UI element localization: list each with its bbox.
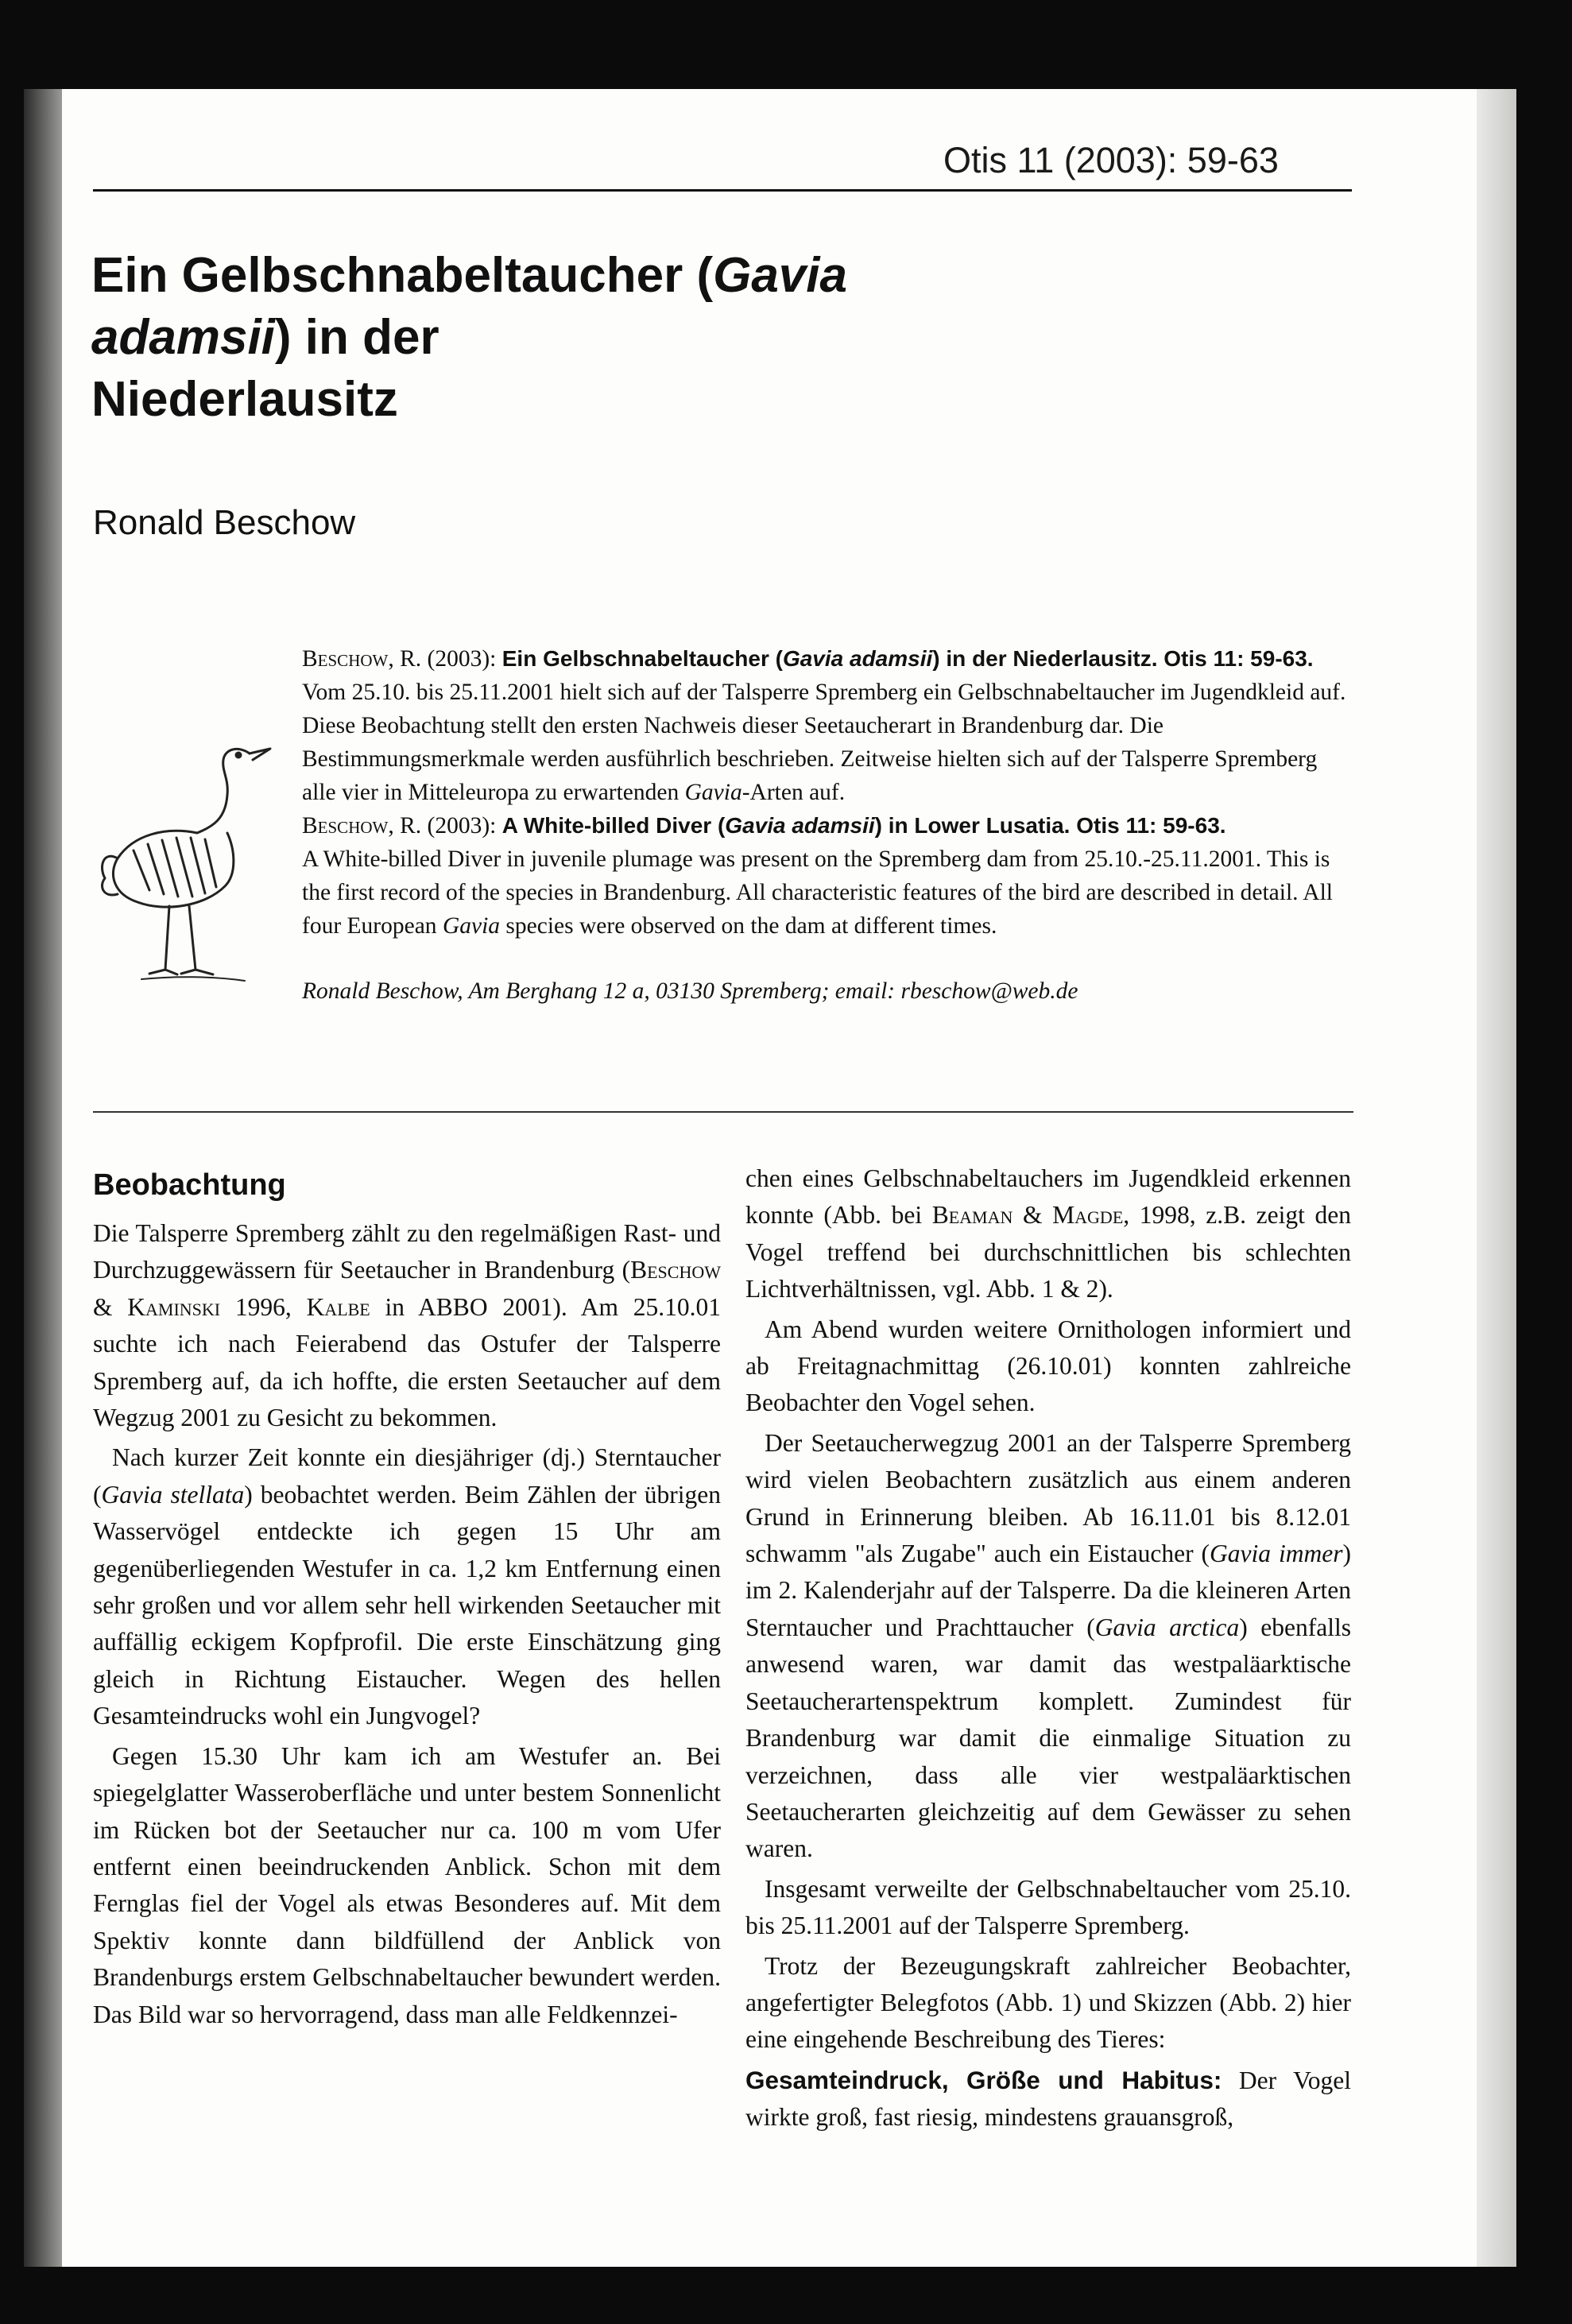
body-paragraph: Am Abend wurden weitere Ornithologen informiert und ab Freitagnachmittag (26.10.01) konnten zahlreiche Beobachter den Vogel sehen. — [745, 1315, 1351, 1417]
abstract-text: species were observed on the dam at different times. — [500, 913, 997, 939]
title-species: Gavia adamsii — [91, 248, 847, 365]
body-column-right — [745, 1160, 1351, 2136]
scan-left-edge — [24, 89, 62, 2267]
author-name: Ronald Beschow — [93, 503, 356, 542]
abstract-text: -Arten auf. — [741, 780, 846, 805]
abstract-text: Vom 25.10. bis 25.11.2001 hielt sich auf der Talsperre Spremberg ein Gelbschnabeltaucher im Jugendkleid auf. Diese Beobachtung stellt den ersten Nachweis dieser Seetaucherart in Brandenburg dar. Die Bestimmungsmerkmale werden ausführlich beschrieben. Zeitweise hielten sich auf der Talsperre Spremberg alle vier in Mitteleuropa zu erwartenden — [302, 680, 1346, 805]
section-heading: Beobachtung — [93, 1168, 286, 1202]
body-paragraph: Der Seetaucherwegzug 2001 an der Talsperre Spremberg wird vielen Beobachtern zusätzlich aus einem anderen Grund in Erinnerung bleiben. Ab 16.11.01 bis 8.12.01 schwamm "als Zugabe" auch ein Eistaucher (Gavia immer) im 2. Kalenderjahr auf der Talsperre. Da die kleineren Arten Sterntaucher und Prachttaucher (Gavia arctica) ebenfalls anwesend waren, war damit das westpaläarktische Seetaucherartenspektrum komplett. Zumindest für Brandenburg war damit die einmalige Situation zu verzeichnen, dass alle vier westpaläarktischen Seetaucherarten gleichzeitig auf dem Gewässer zu sehen waren. — [745, 1428, 1351, 1863]
abstract-ref-title: A White-billed Diver (Gavia adamsii) in Lower Lusatia. Otis 11: 59-63. — [501, 813, 1226, 838]
running-head: Otis 11 (2003): 59-63 — [943, 140, 1279, 180]
bird-logo-icon — [94, 731, 277, 994]
page-edge — [1477, 89, 1516, 2267]
abstract-genus: Gavia — [442, 913, 501, 939]
header-rule — [93, 189, 1352, 192]
body-paragraph: Nach kurzer Zeit konnte ein diesjähriger (dj.) Sterntaucher (Gavia stellata) beobachtet werden. Beim Zählen der übrigen Wasservögel entdeckte ich gegen 15 Uhr am gegenüberliegenden Westufer in ca. 1,2 km Entfernung einen sehr großen und vor allem sehr hell wirkenden Seetaucher mit auffällig eckigem Kopfprofil. Die erste Einschätzung ging gleich in Richtung Eistaucher. Wegen des hellen Gesamteindrucks wohl ein Jungvogel? — [93, 1443, 721, 1730]
section-rule — [93, 1111, 1353, 1113]
body-column-left — [93, 1164, 721, 2033]
abstract-genus: Gavia — [684, 780, 742, 805]
abstract-text: A White-billed Diver in juvenile plumage was present on the Spremberg dam from 25.10.-25.11.2001. This is the first record of the species in Brandenburg. All characteristic features of the bird are described in detail. All four European — [302, 846, 1333, 939]
article-title — [91, 245, 1045, 431]
abstract-ref-title: Ein Gelbschnabeltaucher (Gavia adamsii) in der Niederlausitz. Otis 11: 59-63. — [501, 646, 1314, 671]
body-paragraph: Die Talsperre Spremberg zählt zu den regelmäßigen Rast- und Durchzuggewässern für Seetaucher in Brandenburg (Beschow & Kaminski 1996, Kalbe in ABBO 2001). Am 25.10.01 suchte ich nach Feierabend das Ostufer der Talsperre Spremberg auf, da ich hoffte, die ersten Seetaucher auf dem Wegzug 2001 zu Gesicht zu bekommen. — [93, 1219, 721, 1432]
body-paragraph: Gegen 15.30 Uhr kam ich am Westufer an. Bei spiegelglatter Wasseroberfläche und unter bestem Sonnenlicht im Rücken bot der Seetaucher nur ca. 100 m vom Ufer entfernt einen beeindruckenden Anblick. Schon mit dem Fernglas fiel der Vogel als etwas Besonderes auf. Mit dem Spektiv konnte dann bildfüllend der Anblick von Brandenburgs erstem Gelbschnabeltaucher bewundert werden. Das Bild war so hervorragend, dass man alle Feldkennzei- — [93, 1741, 721, 2028]
author-address: Ronald Beschow, Am Berghang 12 a, 03130 Spremberg; email: rbeschow@web.de — [302, 978, 1078, 1004]
abstract-ref-author: Beschow — [302, 646, 389, 672]
title-part: Ein Gelbschnabeltaucher ( — [91, 248, 714, 303]
abstract-ref-year: , R. (2003): — [388, 813, 502, 839]
body-paragraph: chen eines Gelbschnabeltauchers im Jugendkleid erkennen konnte (Abb. bei Beaman & Magde, 1998, z.B. zeigt den Vogel treffend bei durchschnittlichen bis schlechten Lichtverhältnissen, vgl. Abb. 1 & 2). — [745, 1164, 1351, 1303]
body-paragraph: Gesamteindruck, Größe und Habitus: Der Vogel wirkte groß, fast riesig, mindestens grauansgroß, — [745, 2065, 1351, 2132]
abstract-english — [302, 809, 1349, 943]
abstract-ref-author: Beschow — [302, 813, 389, 839]
title-part: ) in der — [274, 310, 439, 365]
body-paragraph: Trotz der Bezeugungskraft zahlreicher Beobachter, angefertigter Belegfotos (Abb. 1) und Skizzen (Abb. 2) hier eine eingehende Beschreibung des Tieres: — [745, 1951, 1351, 2054]
title-part: Niederlausitz — [91, 372, 398, 427]
abstract-ref-year: , R. (2003): — [388, 646, 502, 672]
abstract-block — [302, 642, 1349, 1008]
abstract-german — [302, 642, 1349, 809]
body-paragraph: Insgesamt verweilte der Gelbschnabeltaucher vom 25.10. bis 25.11.2001 auf der Talsperre Spremberg. — [745, 1874, 1351, 1940]
